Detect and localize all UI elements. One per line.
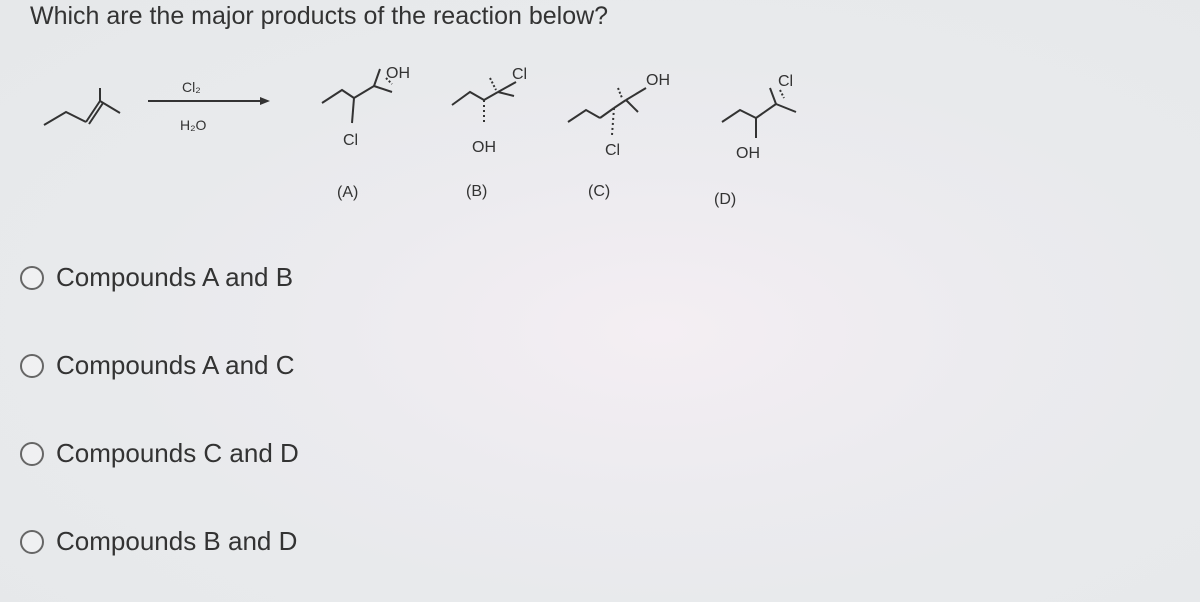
product-b-cl: Cl xyxy=(512,66,528,83)
product-c-label: (C) xyxy=(588,183,611,200)
option-a-and-c[interactable] xyxy=(20,350,295,381)
option-b-and-d[interactable] xyxy=(20,526,297,557)
radio-button[interactable] xyxy=(20,442,44,466)
product-b-oh: OH xyxy=(472,139,496,156)
product-a-oh: OH xyxy=(386,65,410,82)
reaction-arrow xyxy=(148,97,270,105)
product-a-structure xyxy=(322,69,392,123)
option-label: Compounds A and B xyxy=(56,262,294,292)
starting-alkene-structure xyxy=(44,88,120,125)
radio-button[interactable] xyxy=(20,354,44,378)
product-a-label: (A) xyxy=(337,184,359,201)
option-a-and-b[interactable] xyxy=(20,262,293,293)
product-d-oh: OH xyxy=(736,145,760,162)
product-d-cl: Cl xyxy=(778,73,794,90)
option-c-and-d[interactable] xyxy=(20,438,299,469)
reagent-chlorine: Cl₂ xyxy=(182,79,201,95)
product-a-cl: Cl xyxy=(343,132,359,149)
option-label: Compounds A and C xyxy=(56,350,295,380)
product-b-label: (B) xyxy=(466,183,488,200)
product-d-structure xyxy=(722,88,796,138)
product-d-label: (D) xyxy=(714,191,737,208)
product-b-structure xyxy=(452,78,516,125)
product-c-oh: OH xyxy=(646,72,670,89)
product-c-cl: Cl xyxy=(605,142,621,159)
product-c-structure xyxy=(568,88,646,135)
option-label: Compounds B and D xyxy=(56,526,298,556)
reaction-scheme xyxy=(0,0,1200,230)
radio-button[interactable] xyxy=(20,266,44,290)
radio-button[interactable] xyxy=(20,530,44,554)
reagent-water: H₂O xyxy=(180,117,207,133)
question-text: Which are the major products of the reaction below? xyxy=(30,2,609,30)
option-label: Compounds C and D xyxy=(56,438,299,468)
